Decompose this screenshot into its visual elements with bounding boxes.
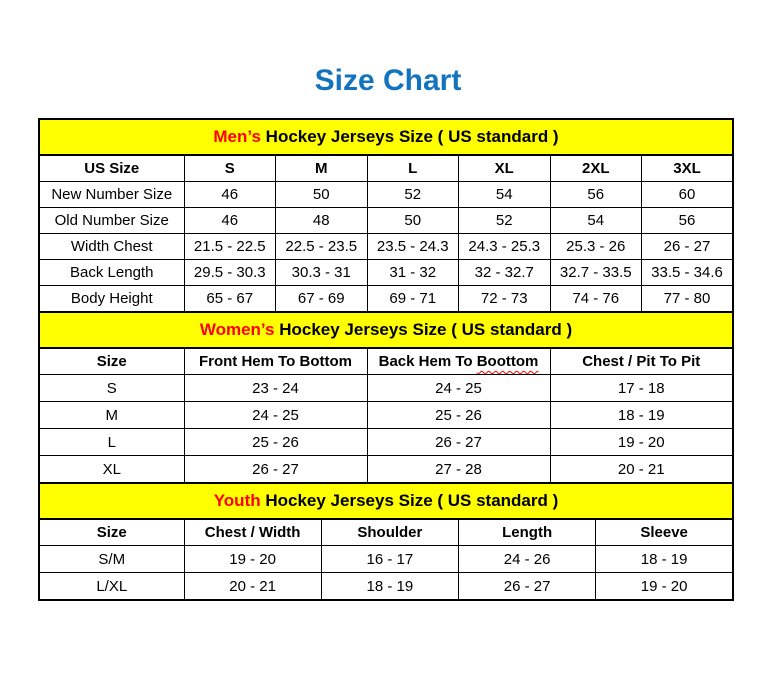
- mens-cell: 54: [550, 208, 642, 234]
- youth-row-sm: [39, 546, 733, 573]
- womens-cell: 17 - 18: [550, 375, 733, 402]
- mens-cell: 52: [367, 182, 459, 208]
- womens-row-label: M: [39, 402, 184, 429]
- mens-row-back-length: [39, 260, 733, 286]
- mens-cell: 67 - 69: [276, 286, 368, 313]
- womens-header-row: [39, 348, 733, 375]
- mens-cell: 21.5 - 22.5: [184, 234, 276, 260]
- womens-row-l: [39, 429, 733, 456]
- youth-row-label: S/M: [39, 546, 184, 573]
- mens-row-old-number-size: [39, 208, 733, 234]
- mens-caption-row: [39, 119, 733, 155]
- mens-cell: 46: [184, 182, 276, 208]
- mens-cell: 30.3 - 31: [276, 260, 368, 286]
- mens-cell: 65 - 67: [184, 286, 276, 313]
- mens-cell: 48: [276, 208, 368, 234]
- mens-cell: 69 - 71: [367, 286, 459, 313]
- youth-caption-highlight: Youth: [213, 491, 261, 510]
- womens-col-header: Front Hem To Bottom: [184, 348, 367, 375]
- youth-col-header: Chest / Width: [184, 519, 321, 546]
- womens-row-label: L: [39, 429, 184, 456]
- mens-row-label: Width Chest: [39, 234, 184, 260]
- mens-row-new-number-size: [39, 182, 733, 208]
- mens-size-table: [38, 118, 734, 313]
- womens-cell: 27 - 28: [367, 456, 550, 484]
- womens-col-header: Size: [39, 348, 184, 375]
- mens-col-header: M: [276, 155, 368, 182]
- womens-col-header: [367, 348, 550, 375]
- youth-cell: 26 - 27: [459, 573, 596, 601]
- mens-row-width-chest: [39, 234, 733, 260]
- page-title: Size Chart: [314, 64, 462, 97]
- womens-col-back-hem-prefix: Back Hem To: [378, 353, 473, 370]
- womens-cell: 20 - 21: [550, 456, 733, 484]
- womens-row-label: XL: [39, 456, 184, 484]
- mens-cell: 22.5 - 23.5: [276, 234, 368, 260]
- womens-caption: [39, 312, 733, 348]
- youth-caption-row: [39, 483, 733, 519]
- mens-cell: 29.5 - 30.3: [184, 260, 276, 286]
- mens-cell: 50: [276, 182, 368, 208]
- mens-cell: 72 - 73: [459, 286, 551, 313]
- womens-row-label: S: [39, 375, 184, 402]
- womens-cell: 25 - 26: [367, 402, 550, 429]
- mens-cell: 52: [459, 208, 551, 234]
- youth-caption: [39, 483, 733, 519]
- mens-cell: 26 - 27: [642, 234, 734, 260]
- youth-cell: 19 - 20: [596, 573, 733, 601]
- youth-cell: 20 - 21: [184, 573, 321, 601]
- mens-cell: 54: [459, 182, 551, 208]
- womens-caption-rest: Hockey Jerseys Size ( US standard ): [279, 320, 573, 339]
- mens-cell: 46: [184, 208, 276, 234]
- mens-col-header: XL: [459, 155, 551, 182]
- youth-col-header: Shoulder: [321, 519, 458, 546]
- mens-cell: 32 - 32.7: [459, 260, 551, 286]
- youth-cell: 24 - 26: [459, 546, 596, 573]
- youth-cell: 19 - 20: [184, 546, 321, 573]
- youth-cell: 18 - 19: [321, 573, 458, 601]
- mens-cell: 31 - 32: [367, 260, 459, 286]
- womens-row-m: [39, 402, 733, 429]
- womens-col-back-hem-typo: Boottom: [476, 353, 539, 370]
- youth-col-header: Length: [459, 519, 596, 546]
- womens-cell: 19 - 20: [550, 429, 733, 456]
- mens-cell: 74 - 76: [550, 286, 642, 313]
- mens-col-header: US Size: [39, 155, 184, 182]
- youth-col-header: Size: [39, 519, 184, 546]
- mens-cell: 50: [367, 208, 459, 234]
- womens-cell: 24 - 25: [367, 375, 550, 402]
- youth-cell: 18 - 19: [596, 546, 733, 573]
- mens-col-header: S: [184, 155, 276, 182]
- youth-cell: 16 - 17: [321, 546, 458, 573]
- womens-cell: 24 - 25: [184, 402, 367, 429]
- womens-row-s: [39, 375, 733, 402]
- size-tables-container: [38, 118, 734, 601]
- mens-caption-highlight: Men’s: [213, 127, 261, 146]
- youth-caption-rest: Hockey Jerseys Size ( US standard ): [265, 491, 559, 510]
- youth-size-table: [38, 482, 734, 601]
- mens-row-label: Body Height: [39, 286, 184, 313]
- womens-cell: 23 - 24: [184, 375, 367, 402]
- mens-caption-rest: Hockey Jerseys Size ( US standard ): [265, 127, 559, 146]
- womens-cell: 26 - 27: [184, 456, 367, 484]
- womens-size-table: [38, 311, 734, 484]
- mens-row-label: Back Length: [39, 260, 184, 286]
- mens-cell: 33.5 - 34.6: [642, 260, 734, 286]
- youth-col-header: Sleeve: [596, 519, 733, 546]
- womens-cell: 26 - 27: [367, 429, 550, 456]
- youth-row-label: L/XL: [39, 573, 184, 601]
- mens-cell: 60: [642, 182, 734, 208]
- mens-cell: 56: [642, 208, 734, 234]
- womens-cell: 18 - 19: [550, 402, 733, 429]
- mens-cell: 56: [550, 182, 642, 208]
- mens-cell: 25.3 - 26: [550, 234, 642, 260]
- mens-row-body-height: [39, 286, 733, 313]
- mens-cell: 24.3 - 25.3: [459, 234, 551, 260]
- mens-header-row: [39, 155, 733, 182]
- mens-caption: [39, 119, 733, 155]
- mens-cell: 77 - 80: [642, 286, 734, 313]
- mens-col-header: L: [367, 155, 459, 182]
- mens-row-label: Old Number Size: [39, 208, 184, 234]
- youth-row-lxl: [39, 573, 733, 601]
- womens-cell: 25 - 26: [184, 429, 367, 456]
- mens-cell: 32.7 - 33.5: [550, 260, 642, 286]
- womens-caption-highlight: Women’s: [199, 320, 275, 339]
- mens-row-label: New Number Size: [39, 182, 184, 208]
- womens-col-header: Chest / Pit To Pit: [550, 348, 733, 375]
- youth-header-row: [39, 519, 733, 546]
- womens-caption-row: [39, 312, 733, 348]
- mens-col-header: 2XL: [550, 155, 642, 182]
- mens-cell: 23.5 - 24.3: [367, 234, 459, 260]
- womens-row-xl: [39, 456, 733, 484]
- mens-col-header: 3XL: [642, 155, 734, 182]
